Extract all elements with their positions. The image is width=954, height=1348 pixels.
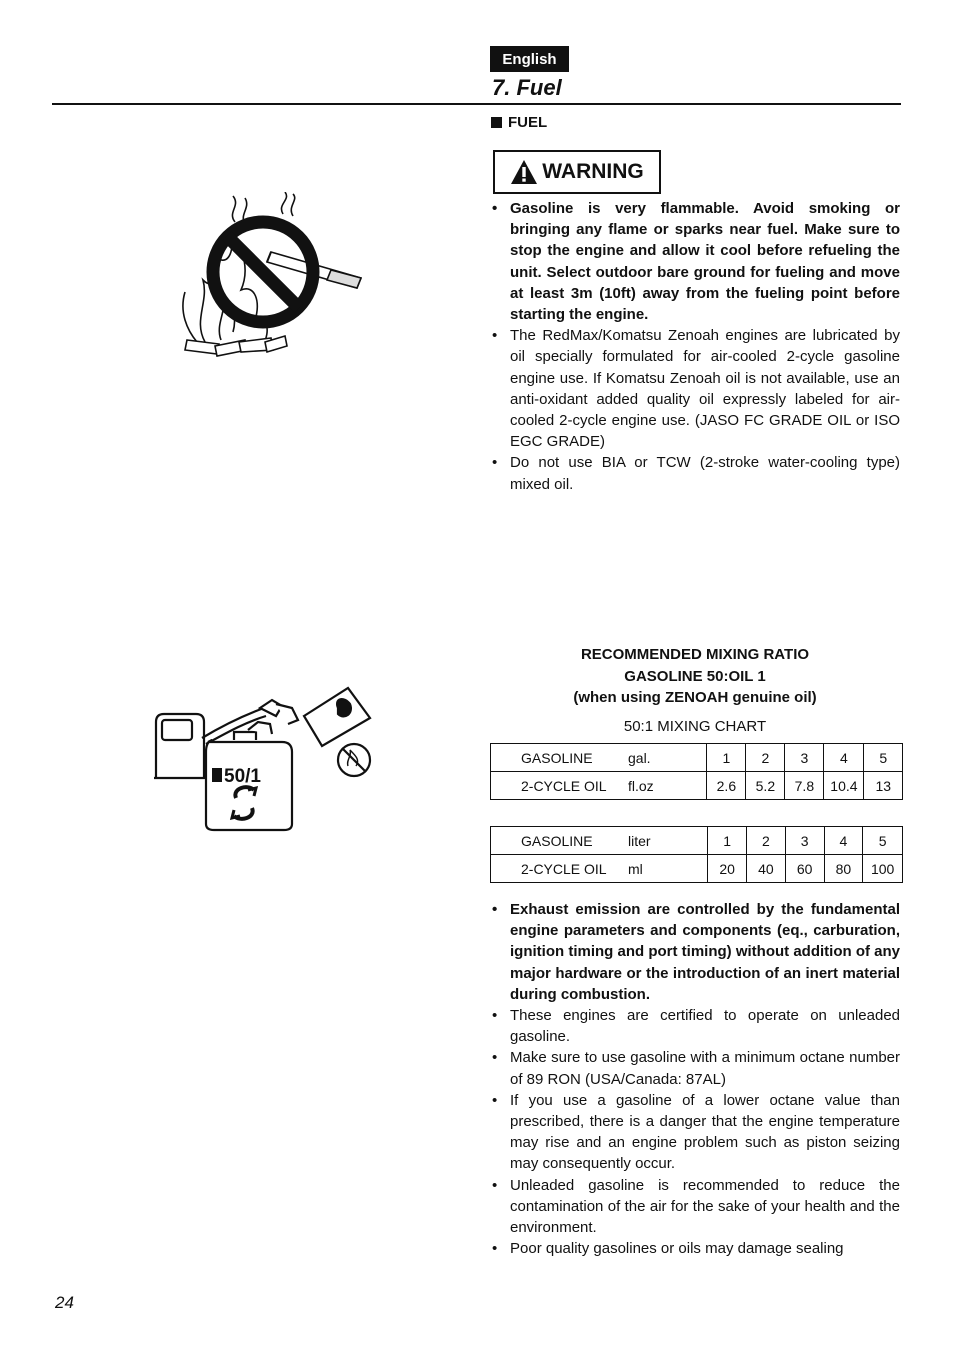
list-item: • Exhaust emission are controlled by the fundamental engine parameters and components (eq., carburation, ignition timing and port timing) without addition of any major hardware or the introduction of an inert material during combustion. (490, 899, 900, 1005)
table-row (491, 827, 903, 855)
list-item: • If you use a gasoline of a lower octane value than prescribed, there is a danger that the engine temperature may rise and an engine problem such as piston seizing may consequently occur. (490, 1090, 900, 1175)
mixing-table-metric (490, 826, 903, 883)
table-cell: 20 (708, 855, 747, 883)
list-item: • Do not use BIA or TCW (2-stroke water-cooling type) mixed oil. (490, 452, 900, 494)
table-cell: 1 (707, 744, 746, 772)
mixing-heading-line: RECOMMENDED MIXING RATIO (580, 646, 810, 663)
row-unit: liter (628, 832, 651, 849)
table-cell: 3 (785, 827, 824, 855)
list-item: • The RedMax/Komatsu Zenoah engines are lubricated by oil specially formulated for air-cooled 2-cycle gasoline engine use. If Komatsu Zenoah oil is not available, use an anti-oxidant added quality oil expressly labeled for air-cooled 2-cycle engine use. (JASO FC GRADE OIL or ISO EGC GRADE) (490, 325, 900, 452)
table-cell: 7.8 (785, 772, 824, 800)
row-unit: ml (628, 860, 643, 877)
table-cell: 1 (708, 827, 747, 855)
list-item: • Poor quality gasolines or oils may damage sealing (490, 1238, 900, 1259)
table-cell: 10.4 (824, 772, 864, 800)
section-title: 7. Fuel (492, 75, 562, 100)
warning-bullet-list (490, 198, 900, 495)
no-smoking-fire-illustration (175, 192, 370, 364)
warning-label: WARNING (542, 160, 644, 183)
table-cell: 80 (824, 855, 863, 883)
table-cell: 2 (747, 827, 786, 855)
row-unit: gal. (628, 749, 651, 766)
table-cell: 40 (747, 855, 786, 883)
table-cell: 13 (864, 772, 903, 800)
table-cell: 5.2 (746, 772, 785, 800)
list-item: • These engines are certified to operate on unleaded gasoline. (490, 1005, 900, 1047)
mixing-chart-caption: 50:1 MIXING CHART (623, 718, 767, 735)
sub-heading-label: FUEL (508, 114, 548, 131)
page-number: 24 (55, 1293, 74, 1312)
table-cell (491, 772, 707, 800)
can-ratio-label: 50/1 (224, 766, 261, 787)
row-unit: fl.oz (628, 777, 654, 794)
list-item: • Gasoline is very flammable. Avoid smoking or bringing any flame or sparks near fuel. Make sure to stop the engine and allow it cool before refueling the unit. Select outdoor bare ground for fueling and move at least 3m (10ft) away from the fueling point before starting the engine. (490, 198, 900, 325)
table-cell (491, 827, 708, 855)
table-cell: 4 (824, 744, 864, 772)
language-tag: English (490, 46, 569, 72)
table-cell: 60 (785, 855, 824, 883)
mixing-table-us (490, 743, 903, 800)
table-cell: 5 (863, 827, 903, 855)
row-name: 2-CYCLE OIL (521, 777, 607, 794)
mixing-ratio-heading (490, 644, 900, 709)
table-cell: 5 (864, 744, 903, 772)
row-name: GASOLINE (521, 832, 593, 849)
table-cell: 4 (824, 827, 863, 855)
row-name: GASOLINE (521, 749, 593, 766)
table-cell: 2 (746, 744, 785, 772)
table-row (491, 772, 903, 800)
warning-box (493, 150, 661, 194)
square-bullet-icon (491, 117, 502, 128)
list-item: • Unleaded gasoline is recommended to reduce the contamination of the air for the sake of your health and the environment. (490, 1175, 900, 1239)
table-cell (491, 855, 708, 883)
fuel-notes-bullet-list (490, 899, 900, 1259)
warning-triangle-icon (510, 159, 538, 185)
row-name: 2-CYCLE OIL (521, 860, 607, 877)
table-cell (491, 744, 707, 772)
table-row (491, 855, 903, 883)
mixing-heading-line: (when using ZENOAH genuine oil) (573, 689, 817, 706)
sub-heading (491, 114, 547, 131)
fuel-mixing-can-illustration (152, 686, 377, 832)
table-cell: 2.6 (707, 772, 746, 800)
table-row (491, 744, 903, 772)
mixing-heading-line: GASOLINE 50:OIL 1 (624, 667, 766, 685)
header-divider (52, 103, 901, 105)
table-cell: 100 (863, 855, 903, 883)
list-item: • Make sure to use gasoline with a minimum octane number of 89 RON (USA/Canada: 87AL) (490, 1047, 900, 1089)
table-cell: 3 (785, 744, 824, 772)
